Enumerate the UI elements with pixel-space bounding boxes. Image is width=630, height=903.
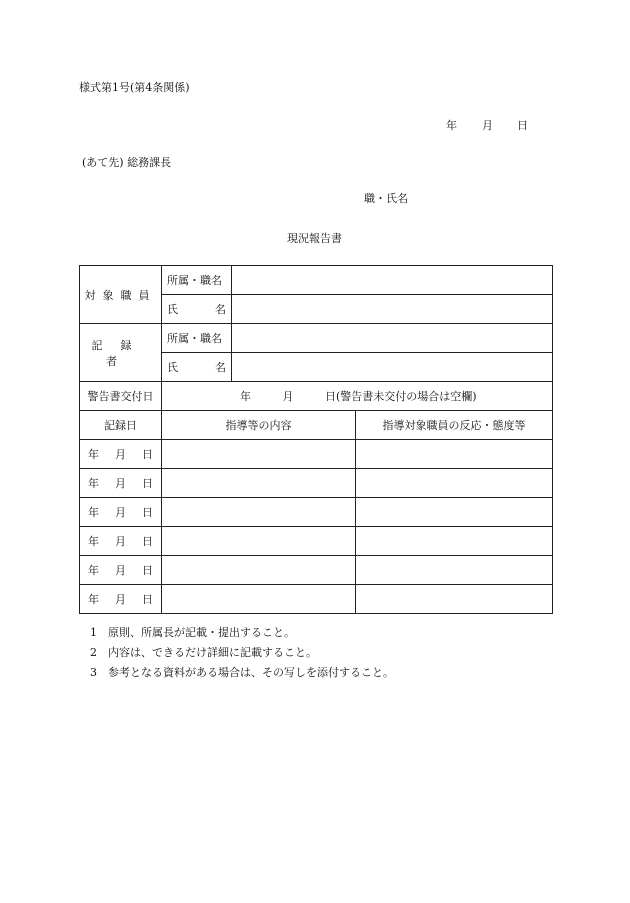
warning-year: 年 xyxy=(240,390,251,403)
record-date-cell[interactable] xyxy=(80,527,162,556)
guidance-content-cell[interactable] xyxy=(162,556,356,585)
record-date-day: 日 xyxy=(142,448,153,461)
staff-reaction-cell[interactable] xyxy=(356,469,553,498)
record-date-cell[interactable] xyxy=(80,498,162,527)
target-staff-affiliation-field[interactable] xyxy=(232,266,553,295)
note-text: 内容は、できるだけ詳細に記載すること。 xyxy=(108,646,317,659)
record-date-day: 日 xyxy=(142,593,153,606)
recorder-affiliation-row xyxy=(80,324,553,353)
target-staff-name-field[interactable] xyxy=(232,295,553,324)
record-date-month: 月 xyxy=(115,506,126,519)
recorder-name-label xyxy=(162,353,232,382)
record-date-day: 日 xyxy=(142,506,153,519)
warning-month: 月 xyxy=(282,390,294,403)
note-item xyxy=(90,663,394,683)
recorder-label: 記録者 xyxy=(80,324,162,382)
note-item xyxy=(90,623,394,643)
target-staff-label: 対象職員 xyxy=(80,266,162,324)
record-date-day: 日 xyxy=(142,535,153,548)
name-label-char-1: 氏 xyxy=(167,361,178,374)
report-title: 現況報告書 xyxy=(287,232,342,245)
notes xyxy=(90,623,394,683)
staff-reaction-cell[interactable] xyxy=(356,556,553,585)
record-date-year: 年 xyxy=(88,564,99,577)
record-row xyxy=(80,469,553,498)
date-year: 年 xyxy=(446,119,457,132)
guidance-content-cell[interactable] xyxy=(162,527,356,556)
date-month: 月 xyxy=(482,119,493,132)
note-item xyxy=(90,643,394,663)
record-date-month: 月 xyxy=(115,448,126,461)
warning-delivery-row xyxy=(80,382,553,411)
note-text: 参考となる資料がある場合は、その写しを添付すること。 xyxy=(108,666,394,679)
record-row xyxy=(80,440,553,469)
record-date-cell[interactable] xyxy=(80,469,162,498)
report-table xyxy=(79,265,553,614)
guidance-content-cell[interactable] xyxy=(162,469,356,498)
record-row xyxy=(80,556,553,585)
staff-reaction-cell[interactable] xyxy=(356,527,553,556)
target-staff-affiliation-label: 所属・職名 xyxy=(162,266,232,295)
name-label-char-2: 名 xyxy=(215,361,226,374)
guidance-content-cell[interactable] xyxy=(162,498,356,527)
note-number: 3 xyxy=(90,666,97,679)
warning-delivery-label: 警告書交付日 xyxy=(80,382,162,411)
staff-reaction-cell[interactable] xyxy=(356,498,553,527)
warning-delivery-date-field[interactable] xyxy=(162,382,553,411)
column-header-guidance-content: 指導等の内容 xyxy=(162,411,356,440)
record-row xyxy=(80,527,553,556)
record-date-year: 年 xyxy=(88,535,99,548)
note-number: 2 xyxy=(90,646,97,659)
guidance-content-cell[interactable] xyxy=(162,440,356,469)
record-date-month: 月 xyxy=(115,593,126,606)
warning-day-note: 日(警告書未交付の場合は空欄) xyxy=(325,390,477,403)
recorder-affiliation-label: 所属・職名 xyxy=(162,324,232,353)
guidance-content-cell[interactable] xyxy=(162,585,356,614)
position-name: 職・氏名 xyxy=(364,192,408,205)
form-number: 様式第1号(第4条関係) xyxy=(79,81,190,94)
record-date-cell[interactable] xyxy=(80,585,162,614)
record-date-day: 日 xyxy=(142,564,153,577)
target-staff-name-label xyxy=(162,295,232,324)
note-text: 原則、所属長が記載・提出すること。 xyxy=(108,626,295,639)
column-header-staff-reaction: 指導対象職員の反応・態度等 xyxy=(356,411,553,440)
name-label-char-1: 氏 xyxy=(167,303,178,316)
record-date-year: 年 xyxy=(88,477,99,490)
staff-reaction-cell[interactable] xyxy=(356,585,553,614)
target-staff-affiliation-row xyxy=(80,266,553,295)
date-day: 日 xyxy=(517,119,528,132)
record-date-year: 年 xyxy=(88,448,99,461)
addressee: (あて先) 総務課長 xyxy=(82,156,172,169)
record-date-cell[interactable] xyxy=(80,440,162,469)
record-date-year: 年 xyxy=(88,506,99,519)
record-date-month: 月 xyxy=(115,477,126,490)
record-date-day: 日 xyxy=(142,477,153,490)
record-row xyxy=(80,498,553,527)
record-row xyxy=(80,585,553,614)
record-date-month: 月 xyxy=(115,564,126,577)
record-date-cell[interactable] xyxy=(80,556,162,585)
note-number: 1 xyxy=(90,626,97,639)
record-date-year: 年 xyxy=(88,593,99,606)
staff-reaction-cell[interactable] xyxy=(356,440,553,469)
recorder-name-field[interactable] xyxy=(232,353,553,382)
record-date-month: 月 xyxy=(115,535,126,548)
column-header-record-date: 記録日 xyxy=(80,411,162,440)
name-label-char-2: 名 xyxy=(215,303,226,316)
column-header-row xyxy=(80,411,553,440)
recorder-affiliation-field[interactable] xyxy=(232,324,553,353)
